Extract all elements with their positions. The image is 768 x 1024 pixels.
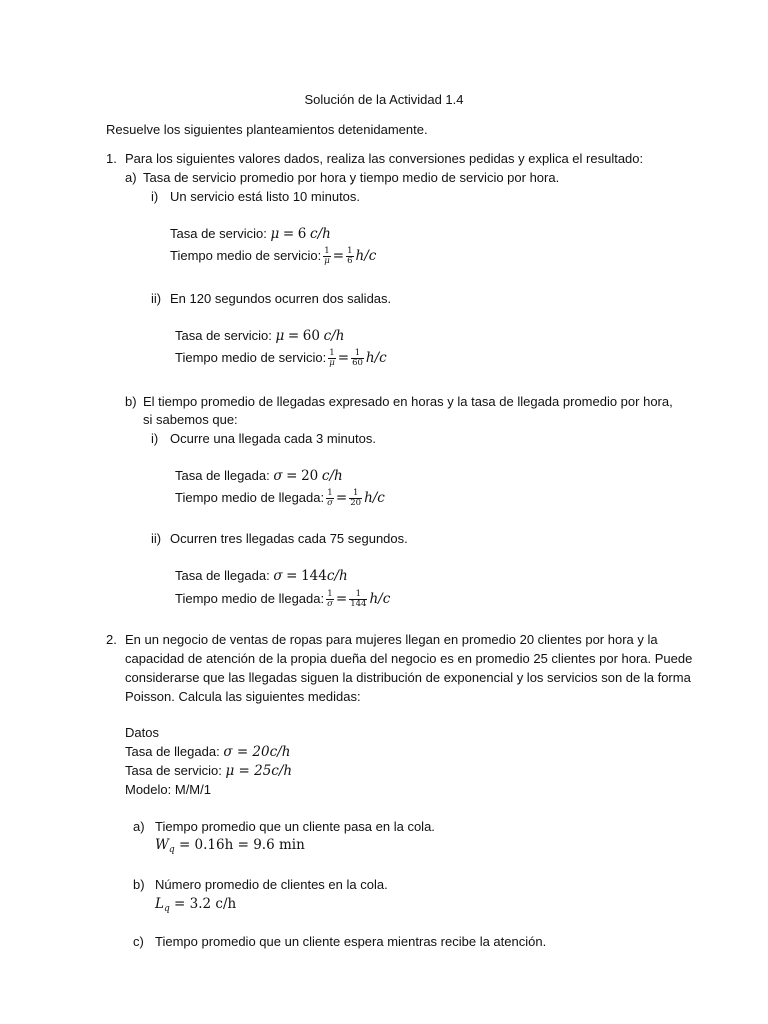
q1b-ii-text: Ocurren tres llegadas cada 75 segundos. bbox=[170, 531, 408, 546]
q2b-text: Número promedio de clientes en la cola. bbox=[155, 877, 388, 892]
time-label: Tiempo medio de servicio: bbox=[175, 349, 327, 365]
rate-unit: c/h bbox=[323, 328, 345, 344]
rate-unit: c/h bbox=[310, 226, 331, 242]
rate-label: Tasa de llegada: bbox=[175, 468, 270, 483]
question-2-line-4: Poisson. Calcula las siguientes medidas: bbox=[125, 689, 361, 704]
q1b-i-rate bbox=[175, 468, 343, 484]
q2a-text: Tiempo promedio que un cliente pasa en la cola. bbox=[155, 819, 435, 834]
rate-unit: c/h bbox=[326, 568, 348, 584]
time-label: Tiempo medio de servicio: bbox=[170, 247, 322, 263]
rate-label: Tasa de servicio: bbox=[175, 328, 272, 343]
rate-symbol: μ bbox=[275, 328, 285, 344]
rate-symbol: μ bbox=[270, 226, 280, 242]
rate-value: 60 bbox=[302, 328, 320, 344]
time-label: Tiempo medio de llegada: bbox=[175, 590, 325, 606]
fraction-result: $\frac{1}{144}$ bbox=[350, 589, 367, 609]
q1b-i-time bbox=[175, 489, 385, 508]
q1b-text-line1: El tiempo promedio de llegadas expresado en horas y la tasa de llegada promedio por hora, bbox=[143, 394, 673, 409]
fraction: $\frac{1}{\sigma}$ bbox=[327, 488, 333, 508]
q2a-label: a) bbox=[133, 819, 145, 834]
fraction: $\frac{1}{\mu}$ bbox=[329, 348, 335, 368]
datos-label: Datos bbox=[125, 725, 159, 740]
rate-label: Tasa de servicio: bbox=[170, 226, 267, 241]
q1a-label: a) bbox=[125, 170, 137, 185]
equals-sign: = bbox=[286, 468, 298, 484]
rate-value: 144 bbox=[301, 568, 327, 584]
arrival-math: σ = 20c/h bbox=[223, 744, 291, 760]
rate-value: 20 bbox=[301, 468, 319, 484]
q2c-label: c) bbox=[133, 934, 144, 949]
equals-sign: = bbox=[282, 226, 295, 242]
service-rate bbox=[125, 763, 292, 779]
question-2-line-3: considerarse que las llegadas siguen la distribución de exponencial y los servicios son de la forma bbox=[125, 670, 691, 685]
q1a-text: Tasa de servicio promedio por hora y tiempo medio de servicio por hora. bbox=[143, 170, 560, 185]
fraction-result: $\frac{1}{60}$ bbox=[352, 348, 363, 368]
fraction: $\frac{1}{\mu}$ bbox=[324, 246, 330, 266]
q1b-label: b) bbox=[125, 394, 137, 409]
time-label: Tiempo medio de llegada: bbox=[175, 489, 325, 505]
q2b-answer: $L_q = 3.2$ c/h bbox=[155, 896, 237, 914]
q1a-ii-rate bbox=[175, 328, 344, 344]
q1b-ii-label: ii) bbox=[151, 531, 162, 546]
unit: h/c bbox=[364, 489, 385, 506]
q1a-ii-text: En 120 segundos ocurren dos salidas. bbox=[170, 291, 392, 306]
question-2-line-1: En un negocio de ventas de ropas para mujeres llegan en promedio 20 clientes por hora y la bbox=[125, 632, 658, 647]
fraction-result: $\frac{1}{20}$ bbox=[350, 488, 362, 508]
service-math: μ = 25c/h bbox=[225, 763, 293, 779]
q1b-text-line2: si sabemos que: bbox=[143, 412, 238, 427]
equals-sign: = bbox=[335, 489, 348, 506]
equals-sign: = bbox=[335, 590, 348, 607]
arrival-label: Tasa de llegada: bbox=[125, 744, 220, 759]
equals-sign: = bbox=[332, 247, 345, 264]
fraction-result: $\frac{1}{6}$ bbox=[347, 246, 353, 266]
page-title: Solución de la Actividad 1.4 bbox=[304, 92, 464, 107]
q1a-i-time bbox=[170, 247, 376, 266]
arrival-rate bbox=[125, 744, 290, 760]
equals-sign: = bbox=[287, 328, 300, 344]
q1a-i-rate bbox=[170, 226, 331, 242]
instructions: Resuelve los siguientes planteamientos detenidamente. bbox=[106, 122, 428, 137]
q1a-ii-label: ii) bbox=[151, 291, 162, 306]
question-1-text: Para los siguientes valores dados, realiza las conversiones pedidas y explica el resultado: bbox=[125, 151, 644, 166]
model-label: Modelo: M/M/1 bbox=[125, 782, 211, 797]
q2c-text: Tiempo promedio que un cliente espera mientras recibe la atención. bbox=[155, 934, 547, 949]
question-2-number: 2. bbox=[106, 632, 117, 647]
q1b-ii-rate bbox=[175, 568, 348, 584]
rate-symbol: σ bbox=[273, 468, 283, 484]
unit: h/c bbox=[355, 247, 377, 264]
q2a-answer: $W_q = 0.16h = 9.6$ min bbox=[155, 837, 305, 855]
q1b-i-text: Ocurre una llegada cada 3 minutos. bbox=[170, 431, 376, 446]
rate-value: 6 bbox=[297, 226, 307, 242]
q1b-i-label: i) bbox=[151, 431, 159, 446]
q1a-ii-time bbox=[175, 349, 387, 368]
question-2-line-2: capacidad de atención de la propia dueña del negocio es en promedio 25 clientes por hora. Puede bbox=[125, 651, 693, 666]
rate-label: Tasa de llegada: bbox=[175, 568, 270, 583]
q1b-ii-time bbox=[175, 590, 390, 609]
q2b-label: b) bbox=[133, 877, 145, 892]
equals-sign: = bbox=[286, 568, 298, 584]
fraction: $\frac{1}{\sigma}$ bbox=[327, 589, 333, 609]
unit: h/c bbox=[365, 349, 387, 366]
q1a-i-text: Un servicio está listo 10 minutos. bbox=[170, 189, 361, 204]
equals-sign: = bbox=[337, 349, 350, 366]
rate-unit: c/h bbox=[321, 468, 343, 484]
unit: h/c bbox=[369, 590, 391, 607]
question-1-number: 1. bbox=[106, 151, 117, 166]
rate-symbol: σ bbox=[273, 568, 283, 584]
q1a-i-label: i) bbox=[151, 189, 159, 204]
service-label: Tasa de servicio: bbox=[125, 763, 222, 778]
